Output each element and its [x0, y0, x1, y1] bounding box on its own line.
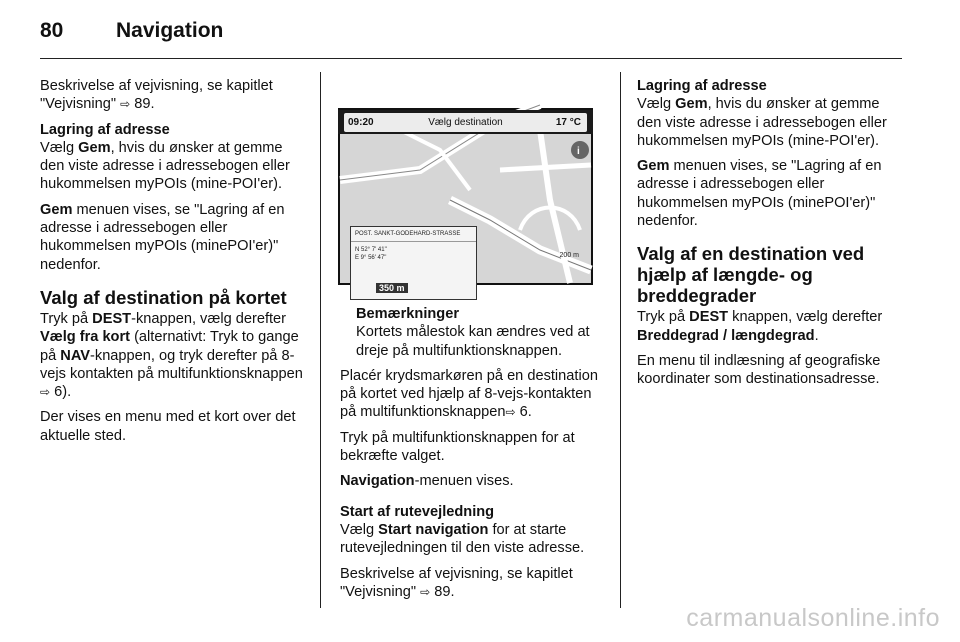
- paragraph: Der vises en menu med et kort over det aktuelle sted.: [40, 409, 296, 444]
- arrow-icon: ⇨: [505, 405, 516, 420]
- address-label: POST. SANKT-GODEHARD-STRASSE: [351, 227, 476, 242]
- arrow-icon: ⇨: [40, 385, 51, 400]
- paragraph: Vælg Start navigation for at starte rutevejledningen til den viste adresse.: [340, 521, 585, 557]
- section-title: Navigation: [116, 19, 224, 42]
- temperature: 17 °C: [555, 117, 581, 128]
- note-title: Bemærkninger: [356, 306, 459, 322]
- clock: 09:20: [348, 117, 374, 128]
- note-text: Kortets målestok kan ændres ved at dreje på multifunktionsknappen.: [356, 324, 590, 359]
- subheading: Lagring af adresse: [40, 121, 170, 138]
- paragraph: Tryk på DEST knappen, vælg derefter Breddegrad / længdegrad.: [637, 309, 883, 344]
- latitude-label: N 52° 7' 41": [355, 247, 387, 253]
- paragraph: Navigation-menuen vises.: [340, 473, 514, 490]
- header-rule: [40, 58, 902, 59]
- page-number: 80: [40, 19, 64, 42]
- watermark: carmanualsonline.info: [686, 604, 940, 632]
- paragraph: Gem menuen vises, se "Lagring af en adresse i adressebogen eller hukommelsen myPOIs (minePOI'er)" nedenfor.: [637, 158, 882, 230]
- paragraph: Beskrivelse af vejvisning, se kapitlet "Vejvisning" ⇨ 89.: [340, 565, 573, 600]
- subheading: Start af rutevejledning: [340, 503, 495, 520]
- distance-label: 350 m: [376, 283, 408, 293]
- column-divider: [620, 72, 621, 608]
- paragraph: Placér krydsmarkøren på en destination på kortet ved hjælp af 8-vejs-kontakten på multifunktionsknappen⇨ 6.: [340, 367, 598, 421]
- svg-text:i: i: [577, 146, 580, 157]
- screen-title: Vælg destination: [428, 117, 503, 128]
- heading: Valg af en destination ved hjælp af længde- og breddegrader: [637, 243, 865, 307]
- paragraph: Tryk på DEST-knappen, vælg derefter Vælg fra kort (alternativt: Tryk to gange på NAV-knappen, og tryk derefter på 8-vejs kontakten på multifunktionsknappen ⇨ 6).: [40, 310, 303, 401]
- paragraph: Beskrivelse af vejvisning, se kapitlet "Vejvisning" ⇨ 89.: [40, 78, 273, 113]
- title-bar: [344, 113, 587, 132]
- paragraph: Vælg Gem, hvis du ønsker at gemme den viste adresse i adressebogen eller hukommelsen myPOIs (mine-POI'er).: [40, 139, 290, 193]
- column-divider: [320, 72, 321, 608]
- paragraph: Gem menuen vises, se "Lagring af en adresse i adressebogen eller hukommelsen myPOIs (minePOI'er)" nedenfor.: [40, 201, 285, 273]
- longitude-label: E 9° 56' 47": [355, 255, 387, 261]
- arrow-icon: ⇨: [420, 584, 431, 599]
- column-left: [40, 77, 308, 452]
- subheading: Lagring af adresse: [637, 78, 767, 94]
- page-header: [0, 0, 960, 62]
- map-view: [338, 108, 593, 293]
- paragraph: Tryk på multifunktionsknappen for at bekræfte valget.: [340, 429, 575, 465]
- paragraph: En menu til indlæsning af geografiske koordinater som destinationsadresse.: [637, 352, 881, 388]
- paragraph: Vælg Gem, hvis du ønsker at gemme den viste adresse i adressebogen eller hukommelsen myPOIs (mine-POI'er).: [637, 96, 887, 149]
- column-right: [637, 77, 905, 396]
- arrow-icon: ⇨: [120, 97, 131, 112]
- destination-card[interactable]: [350, 226, 477, 300]
- heading: Valg af destination på kortet: [40, 286, 287, 308]
- nav-screenshot: [330, 75, 601, 293]
- column-middle: [340, 305, 608, 608]
- scale-label: 200 m: [559, 252, 579, 259]
- note-box: [340, 305, 608, 360]
